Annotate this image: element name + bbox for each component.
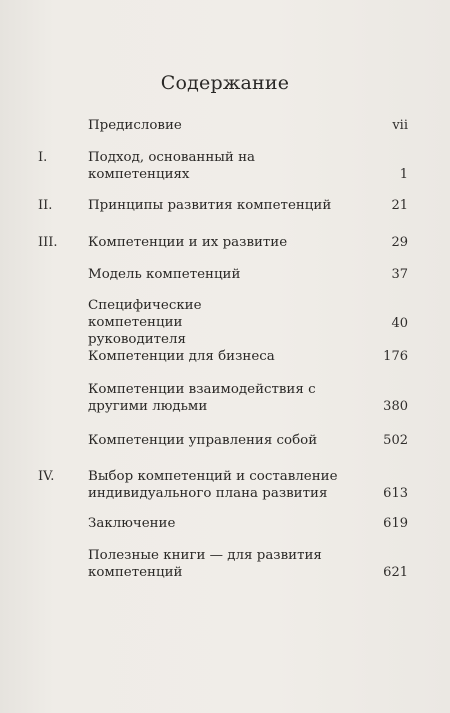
page-title: Содержание	[160, 72, 290, 94]
toc-entry-label: Компетенции взаимодействия с другими людьми	[88, 382, 316, 414]
toc-entry-page: 502	[383, 433, 408, 448]
toc-entry-number: II.	[38, 198, 53, 213]
toc-entry-number: IV.	[38, 469, 55, 484]
toc-entry-label: Полезные книги — для развития компетенций	[88, 548, 322, 580]
toc-entry-page: 613	[383, 486, 408, 501]
toc-entry-page: 621	[383, 565, 408, 580]
toc-entry-page: 29	[391, 235, 408, 250]
toc-entry-page: 1	[399, 167, 408, 182]
toc-entry-label: Модель компетенций	[88, 267, 241, 282]
toc-entry-page: 21	[391, 198, 408, 213]
toc-entry-page: 37	[391, 267, 408, 282]
toc-entry-page: 619	[383, 516, 408, 531]
toc-entry-label: Заключение	[88, 516, 176, 531]
toc-entry-label: Специфические компетенции руководителя	[88, 298, 202, 347]
toc-entry-label: Компетенции управления собой	[88, 433, 318, 448]
toc-entry-page: vii	[392, 118, 408, 133]
toc-entry-page: 176	[383, 349, 408, 364]
toc-entry-label: Подход, основанный на компетенциях	[88, 150, 256, 182]
toc-entry-page: 380	[383, 399, 408, 414]
toc-entry-number: I.	[38, 150, 48, 165]
toc-entry-number: III.	[38, 235, 58, 250]
toc-entry-label: Компетенции для бизнеса	[88, 349, 275, 364]
toc-entry-label: Компетенции и их развитие	[88, 235, 288, 250]
toc-entry-label: Принципы развития компетенций	[88, 198, 332, 213]
toc-entry-label: Выбор компетенций и составление индивидуального плана развития	[88, 469, 338, 501]
toc-entry-label: Предисловие	[88, 118, 182, 133]
toc-entry-page: 40	[391, 316, 408, 331]
